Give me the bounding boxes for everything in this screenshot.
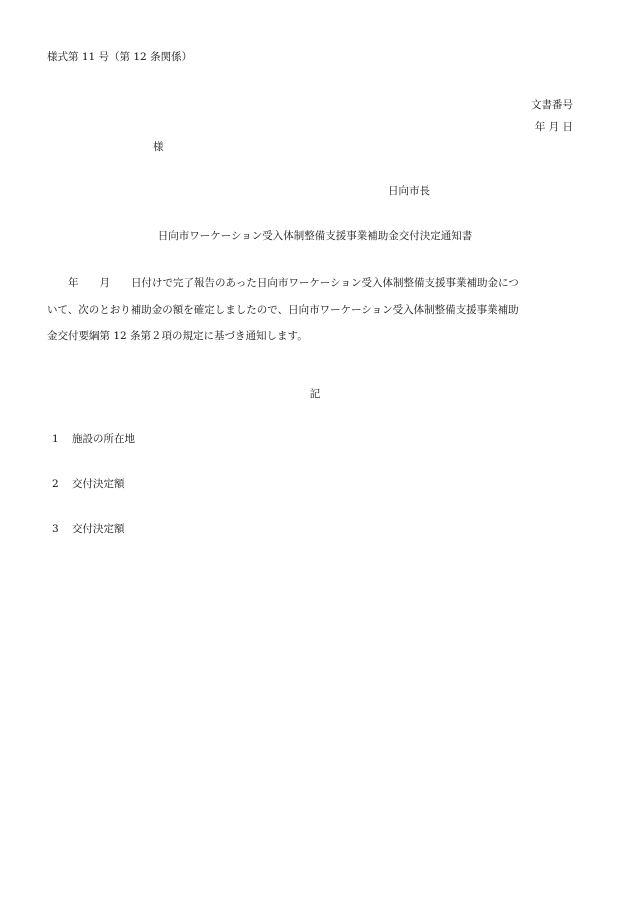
document-title: 日向市ワーケーション受入体制整備支援事業補助金交付決定通知書	[157, 230, 473, 242]
body-line: 年 月 日付けで完了報告のあった日向市ワーケーション受入体制整備支援事業補助金につ	[47, 277, 519, 289]
item-label: 交付決定額	[72, 478, 125, 490]
form-number: 様式第 11 号（第 12 条関係）	[47, 51, 193, 63]
item-label: 交付決定額	[72, 523, 125, 535]
ki-heading: 記	[309, 388, 321, 400]
item-number: 1	[52, 433, 59, 445]
body-line: 金交付要綱第 12 条第２項の規定に基づき通知します。	[47, 330, 308, 342]
item-label: 施設の所在地	[72, 433, 135, 445]
recipient-suffix: 様	[153, 141, 164, 153]
item-number: 2	[52, 478, 59, 490]
sender-name: 日向市長	[388, 185, 430, 197]
date-label: 年 月 日	[534, 121, 573, 133]
document-number-label: 文書番号	[531, 99, 573, 111]
item-number: 3	[52, 523, 59, 535]
body-line: いて、次のとおり補助金の額を確定しましたので、日向市ワーケーション受入体制整備支援事業補助	[47, 303, 519, 316]
body-paragraph	[47, 270, 578, 350]
